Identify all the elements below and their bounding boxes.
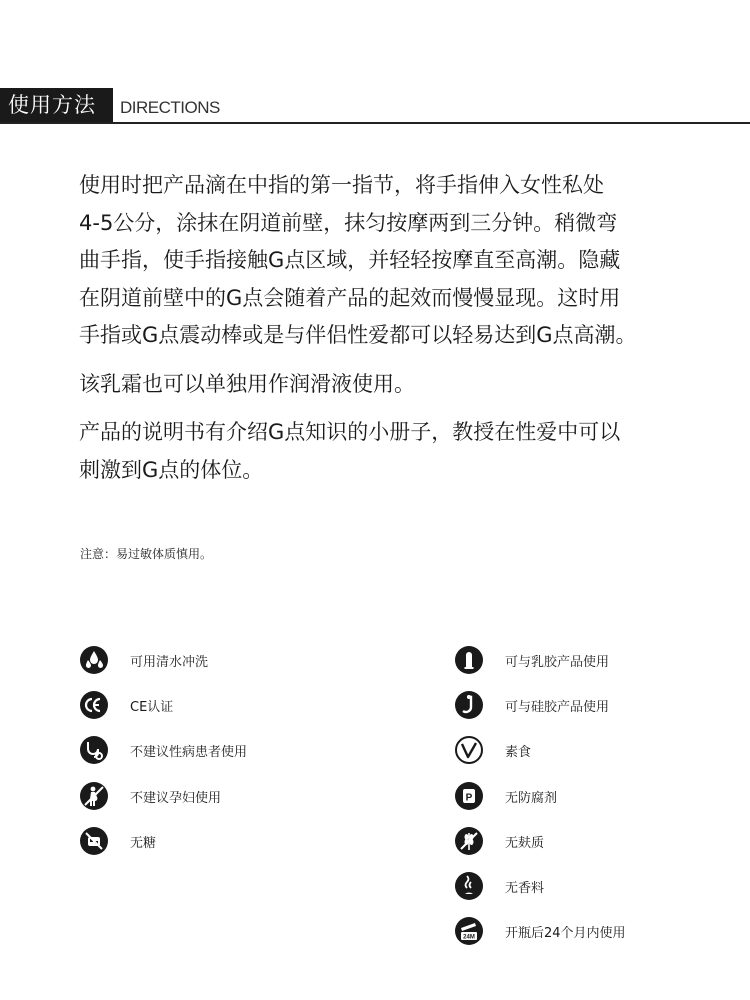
svg-text:P: P — [465, 792, 473, 804]
feature-item — [455, 645, 609, 675]
feature-item — [80, 645, 208, 675]
feature-item — [455, 781, 557, 811]
vegan-icon — [455, 736, 483, 764]
feature-label: 无防腐剂 — [505, 790, 558, 806]
stethoscope-icon — [80, 736, 108, 764]
silicone-toy-icon — [455, 691, 483, 719]
feature-label: 可与硅胶产品使用 — [505, 699, 610, 715]
feature-label: 可用清水冲洗 — [130, 654, 209, 670]
feature-label: 无香料 — [505, 880, 545, 896]
feature-label: 不建议性病患者使用 — [130, 744, 248, 760]
feature-label: 不建议孕妇使用 — [130, 790, 222, 806]
no-fragrance-icon — [455, 872, 483, 900]
latex-condom-icon — [455, 646, 483, 674]
text-line: 产品的说明书有介绍G点知识的小册子，教授在性爱中可以 — [79, 420, 621, 444]
text-line: 刺激到G点的体位。 — [79, 457, 264, 482]
feature-label: 素食 — [505, 744, 532, 760]
header-divider — [0, 122, 750, 124]
text-line: 曲手指，使手指接触G点区域，并轻轻按摩直至高潮。隐藏 — [79, 248, 621, 272]
gluten-free-icon — [455, 827, 483, 855]
no-preservative-icon — [455, 782, 483, 810]
text-line: 手指或G点震动棒或是与伴侣性爱都可以轻易达到G点高潮。 — [79, 323, 637, 347]
feature-item — [455, 871, 544, 901]
ce-mark-icon — [80, 691, 108, 719]
feature-label: 无麸质 — [505, 835, 545, 851]
feature-item — [80, 735, 247, 765]
no-sugar-icon — [80, 827, 108, 855]
text-line: 该乳霜也可以单独用作润滑液使用。 — [79, 371, 415, 396]
section-header — [0, 88, 750, 124]
paragraph-lubricant — [79, 366, 729, 404]
feature-item — [455, 735, 531, 765]
feature-label: 可与乳胶产品使用 — [505, 654, 610, 670]
feature-item — [455, 690, 609, 720]
pregnant-woman-icon — [80, 782, 108, 810]
paragraph-booklet — [79, 414, 729, 489]
open-jar-24m-icon — [455, 917, 483, 945]
feature-item — [455, 916, 626, 946]
water-drops-icon — [80, 646, 108, 674]
feature-item — [80, 781, 221, 811]
caution-note: 注意：易过敏体质慎用。 — [80, 547, 213, 561]
section-title: 使用方法 — [0, 88, 113, 122]
section-subtitle: DIRECTIONS — [120, 98, 220, 117]
feature-item — [455, 826, 544, 856]
feature-item — [80, 826, 156, 856]
text-line: 4-5公分，涂抹在阴道前壁，抹匀按摩两到三分钟。稍微弯 — [79, 210, 618, 235]
text-line: 在阴道前壁中的G点会随着产品的起效而慢慢显现。这时用 — [79, 285, 621, 310]
text-line: 使用时把产品滴在中指的第一指节，将手指伸入女性私处 — [79, 173, 604, 197]
paragraph-usage — [79, 167, 729, 355]
jar-badge-text: 24M — [463, 934, 475, 941]
feature-label: 开瓶后24个月内使用 — [505, 925, 626, 941]
feature-item — [80, 690, 173, 720]
directions-text — [79, 167, 729, 500]
feature-label: CE认证 — [130, 699, 174, 715]
feature-label: 无糖 — [130, 835, 157, 851]
